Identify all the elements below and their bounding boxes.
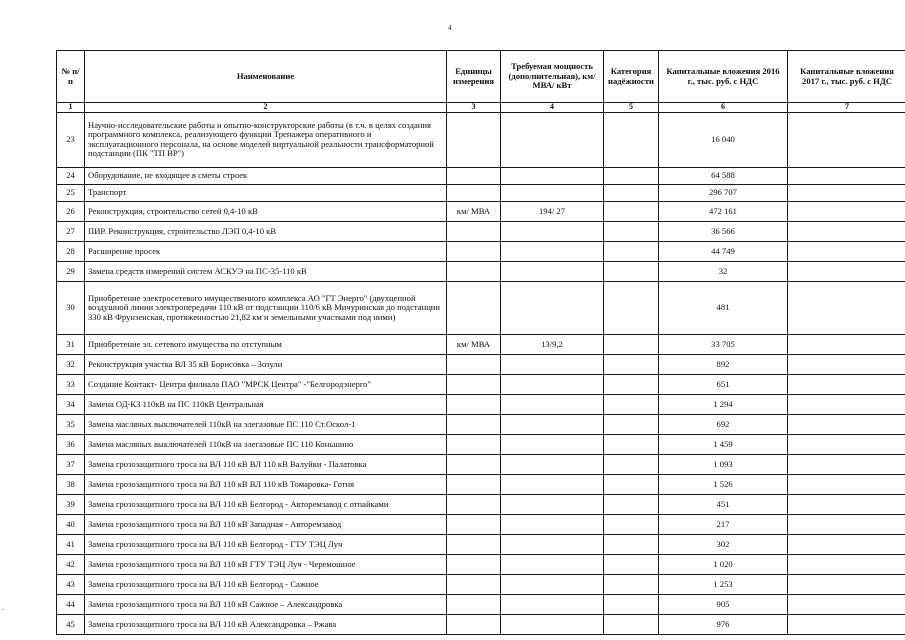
table-cell-category [604,184,659,201]
table-cell-num: 39 [57,494,85,514]
table-cell-cap2017 [788,201,905,221]
table-cell-category [604,554,659,574]
table-cell-unit [447,414,501,434]
table-cell-cap2016: 1 253 [659,574,788,594]
table-cell-num: 45 [57,614,85,634]
column-index: 5 [604,103,659,113]
column-index: 3 [447,103,501,113]
table-cell-cap2017 [788,514,905,534]
header-unit: Единицы измерения [447,51,501,103]
table-cell-unit [447,394,501,414]
table-row [57,241,905,261]
table-cell-cap2017 [788,614,905,634]
table-cell-power: 13/9,2 [501,334,604,354]
table-cell-category [604,167,659,184]
table-cell-num: 28 [57,241,85,261]
table-cell-num: 25 [57,184,85,201]
table-cell-power [501,167,604,184]
header-cap2016: Капитальные вложения 2016 г., тыс. руб. с НДС [659,51,788,103]
table-cell-category [604,201,659,221]
table-cell-num: 33 [57,374,85,394]
table-cell-unit [447,454,501,474]
table-cell-category [604,261,659,281]
header-cap2017: Капитальные вложения 2017 г., тыс. руб. с НДС [788,51,905,103]
table-row [57,594,905,614]
table-cell-cap2016: 472 161 [659,201,788,221]
table-cell-num: 27 [57,221,85,241]
table-cell-unit [447,261,501,281]
table-cell-cap2016: 1 459 [659,434,788,454]
table-row [57,474,905,494]
table-row [57,184,905,201]
table-cell-power [501,354,604,374]
table-row [57,221,905,241]
table-cell-unit [447,474,501,494]
investment-table [56,50,905,635]
table-cell-category [604,374,659,394]
table-row [57,281,905,334]
table-cell-cap2016: 976 [659,614,788,634]
table-cell-category [604,474,659,494]
table-cell-cap2016: 451 [659,494,788,514]
table-row [57,394,905,414]
table-cell-category [604,221,659,241]
table-row [57,201,905,221]
table-cell-cap2017 [788,534,905,554]
table-cell-cap2016: 1 294 [659,394,788,414]
table-cell-cap2017 [788,434,905,454]
table-cell-category [604,454,659,474]
table-cell-cap2017 [788,474,905,494]
table-cell-unit [447,554,501,574]
table-cell-name: Замена масляных выключателей 110кВ на элегазовые ПС 110 Коньшино [85,434,447,454]
table-cell-cap2016: 44 749 [659,241,788,261]
table-cell-name: Замена ОД-КЗ 110кВ на ПС 110кВ Центральная [85,394,447,414]
table-cell-cap2017 [788,574,905,594]
table-cell-cap2017 [788,184,905,201]
table-cell-category [604,112,659,167]
table-row [57,614,905,634]
table-cell-name: Замена масляных выключателей 110кВ на элегазовые ПС 110 Ст.Оскол-1 [85,414,447,434]
margin-mark: · [2,606,5,614]
table-cell-unit [447,374,501,394]
table-cell-power [501,374,604,394]
table-cell-name: Реконструкция, строительство сетей 0,4-10 кВ [85,201,447,221]
table-cell-power [501,474,604,494]
table-cell-cap2017 [788,334,905,354]
table-cell-unit [447,184,501,201]
table-cell-cap2016: 481 [659,281,788,334]
table-cell-category [604,494,659,514]
table-cell-cap2016: 892 [659,354,788,374]
table-row [57,112,905,167]
table-cell-category [604,594,659,614]
table-cell-category [604,394,659,414]
table-cell-name: Замена грозозащитного троса на ВЛ 110 кВ ГТУ ТЭЦ Луч - Черемошное [85,554,447,574]
table-cell-category [604,534,659,554]
table-cell-power [501,281,604,334]
table-cell-name: Замена грозозащитного троса на ВЛ 110 кВ Сажное – Александровка [85,594,447,614]
table-cell-cap2016: 33 705 [659,334,788,354]
table-cell-cap2017 [788,167,905,184]
table-cell-name: Замена грозозащитного троса на ВЛ 110 кВ Белгород - Авторемзавод с отпайками [85,494,447,514]
table-cell-cap2016: 692 [659,414,788,434]
table-cell-num: 32 [57,354,85,374]
table-cell-unit [447,534,501,554]
table-cell-power: 194/ 27 [501,201,604,221]
table-row [57,261,905,281]
header-name: Наименование [85,51,447,103]
table-row [57,574,905,594]
table-cell-num: 35 [57,414,85,434]
table-cell-cap2016: 32 [659,261,788,281]
table-cell-category [604,241,659,261]
table-cell-category [604,574,659,594]
header-category: Категория надёжности [604,51,659,103]
table-cell-cap2016: 16 040 [659,112,788,167]
table-row [57,454,905,474]
table-cell-category [604,354,659,374]
table-cell-unit [447,167,501,184]
header-power: Требуемая мощность (дополнительная), км/ МВА/ кВт [501,51,604,103]
table-cell-unit [447,281,501,334]
table-cell-power [501,221,604,241]
table-cell-cap2016: 1 526 [659,474,788,494]
table-cell-name: Замена средств измерений систем АСКУЭ на ПС-35-110 кВ [85,261,447,281]
table-cell-cap2017 [788,261,905,281]
table-cell-name: Оборудование, не входящее в сметы строек [85,167,447,184]
column-index-row [57,103,905,113]
column-index: 4 [501,103,604,113]
table-cell-num: 31 [57,334,85,354]
table-cell-power [501,394,604,414]
table-cell-power [501,614,604,634]
table-cell-cap2017 [788,414,905,434]
table-cell-cap2016: 217 [659,514,788,534]
column-index: 7 [788,103,905,113]
table-row [57,167,905,184]
table-cell-unit: км/ МВА [447,334,501,354]
table-cell-power [501,434,604,454]
table-cell-category [604,434,659,454]
table-cell-name: Научно-исследовательские работы и опытно-конструкторские работы (в т.ч. в целях создания программного комплекса, реализующего функции Тренажера оперативного и эксплуатационного персонала, на основе моделей виртуальной реальности трансформаторной подстанции (ПК "ТП ВР") [85,112,447,167]
table-cell-cap2017 [788,554,905,574]
table-cell-unit [447,354,501,374]
table-cell-num: 43 [57,574,85,594]
table-cell-unit [447,614,501,634]
table-cell-unit [447,574,501,594]
table-cell-cap2017 [788,112,905,167]
table-cell-power [501,514,604,534]
table-cell-num: 34 [57,394,85,414]
table-cell-unit [447,112,501,167]
table-cell-num: 42 [57,554,85,574]
table-cell-cap2017 [788,354,905,374]
table-cell-power [501,594,604,614]
table-cell-cap2016: 36 566 [659,221,788,241]
table-cell-power [501,554,604,574]
table-cell-name: Транспорт [85,184,447,201]
table-cell-cap2016: 1 093 [659,454,788,474]
table-cell-name: Замена грозозащитного троса на ВЛ 110 кВ ВЛ 110 кВ Томаровка- Готня [85,474,447,494]
header-num: № п/п [57,51,85,103]
table-cell-cap2017 [788,221,905,241]
table-cell-unit [447,514,501,534]
table-cell-unit [447,241,501,261]
table-row [57,554,905,574]
table-cell-num: 24 [57,167,85,184]
table-cell-name: Замена грозозащитного троса на ВЛ 110 кВ Александровка – Ржава [85,614,447,634]
table-cell-power [501,414,604,434]
table-cell-power [501,241,604,261]
table-row [57,534,905,554]
table-cell-name: Замена грозозащитного троса на ВЛ 110 кВ Западная - Авторемзавод [85,514,447,534]
table-header-row [57,51,905,103]
table-cell-power [501,261,604,281]
table-cell-cap2017 [788,454,905,474]
table-row [57,434,905,454]
table-cell-cap2016: 302 [659,534,788,554]
table-cell-num: 44 [57,594,85,614]
table-cell-category [604,281,659,334]
table-cell-cap2016: 651 [659,374,788,394]
table-cell-name: ПИР. Реконструкция, строительство ЛЭП 0,4-10 кВ [85,221,447,241]
table-cell-unit [447,434,501,454]
table-cell-cap2016: 296 707 [659,184,788,201]
table-row [57,354,905,374]
table-cell-num: 30 [57,281,85,334]
table-cell-power [501,534,604,554]
table-cell-name: Расширение просек [85,241,447,261]
table-cell-unit [447,494,501,514]
table-cell-power [501,454,604,474]
table-cell-unit [447,594,501,614]
table-cell-name: Реконструкция участка ВЛ 35 кВ Борисовка – Зозули [85,354,447,374]
table-row [57,414,905,434]
table-cell-category [604,614,659,634]
table-cell-cap2017 [788,594,905,614]
table-row [57,514,905,534]
table-cell-power [501,574,604,594]
table-cell-num: 41 [57,534,85,554]
table-cell-unit: км/ МВА [447,201,501,221]
table-cell-power [501,184,604,201]
table-cell-cap2016: 905 [659,594,788,614]
column-index: 1 [57,103,85,113]
table-cell-name: Замена грозозащитного троса на ВЛ 110 кВ ВЛ 110 кВ Валуйки - Палатовка [85,454,447,474]
table-cell-num: 23 [57,112,85,167]
table-cell-power [501,494,604,514]
table-cell-num: 38 [57,474,85,494]
table-cell-name: Замена грозозащитного троса на ВЛ 110 кВ Белгород - ГТУ ТЭЦ Луч [85,534,447,554]
table-cell-power [501,112,604,167]
table-cell-num: 29 [57,261,85,281]
table-cell-cap2017 [788,394,905,414]
table-cell-num: 36 [57,434,85,454]
table-cell-num: 26 [57,201,85,221]
table-cell-cap2016: 1 020 [659,554,788,574]
table-body [57,112,905,634]
table-cell-category [604,414,659,434]
table-row [57,374,905,394]
table-cell-cap2017 [788,374,905,394]
table-cell-name: Приобретение электросетевого имущественного комплекса АО "ГТ Энерго" (двухцепной воздушной линии электропередачи 110 кВ от подстанции 110/6 кВ Мичуринская до подстанции 330 кВ Фрунзенская, протяженностью 21,82 км и земельными участками под ними) [85,281,447,334]
column-index: 6 [659,103,788,113]
table-cell-name: Замена грозозащитного троса на ВЛ 110 кВ Белгород - Сажное [85,574,447,594]
table-cell-unit [447,221,501,241]
table-cell-name: Приобретение эл. сетевого имущества по отступным [85,334,447,354]
column-index: 2 [85,103,447,113]
table-cell-cap2017 [788,241,905,261]
table-cell-category [604,334,659,354]
table-cell-name: Создание Контакт- Центра филиала ПАО "МРСК Центра" -"Белгородэнерго" [85,374,447,394]
table-cell-category [604,514,659,534]
table-cell-cap2016: 64 588 [659,167,788,184]
page-number: 4 [448,24,452,32]
table-cell-num: 40 [57,514,85,534]
table-row [57,334,905,354]
table-cell-cap2017 [788,494,905,514]
table-cell-num: 37 [57,454,85,474]
table-row [57,494,905,514]
table-cell-cap2017 [788,281,905,334]
